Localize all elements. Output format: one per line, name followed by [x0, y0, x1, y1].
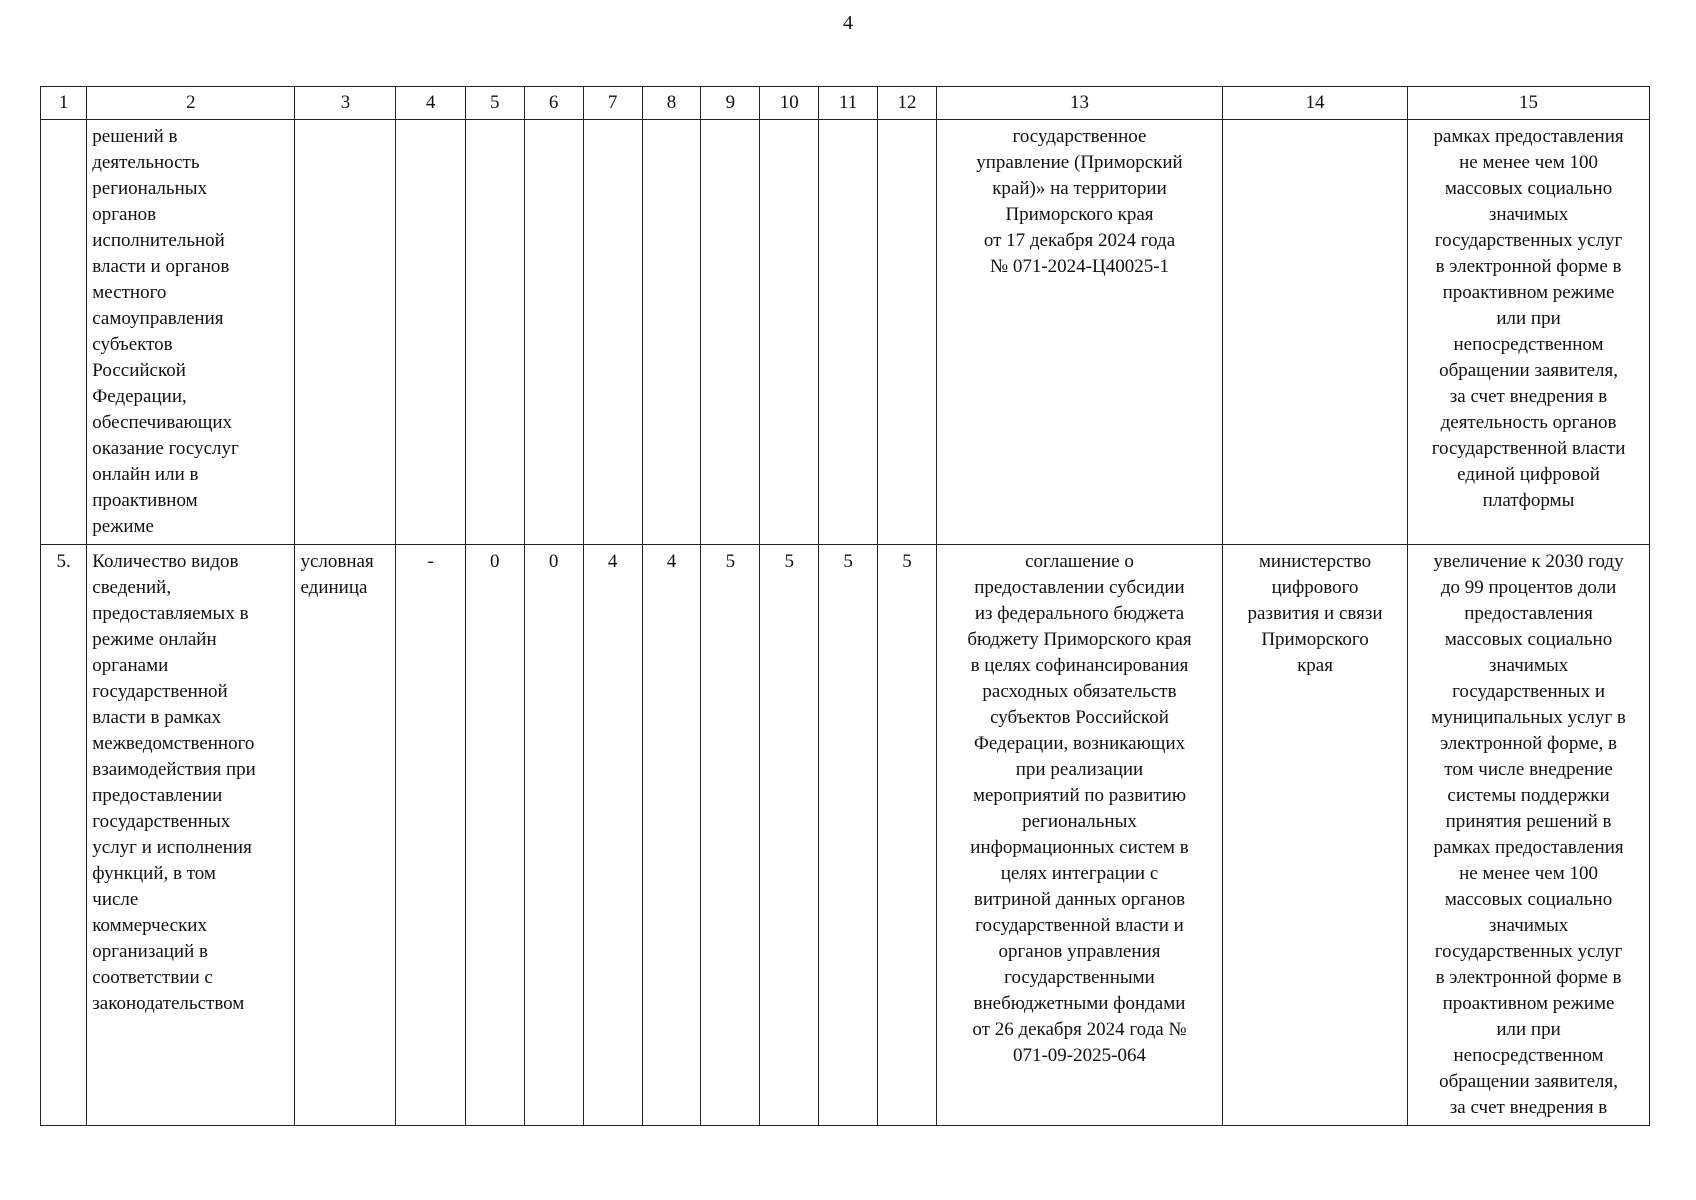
header-cell-11: 11: [819, 87, 878, 120]
cell-col11: [819, 120, 878, 545]
page-number: 4: [843, 12, 853, 34]
header-cell-9: 9: [701, 87, 760, 120]
header-cell-10: 10: [760, 87, 819, 120]
cell-unit: [295, 120, 396, 545]
header-cell-2: 2: [87, 87, 295, 120]
cell-goal-link: рамках предоставления не менее чем 100 массовых социально значимых государственных услуг в электронной форме в проактивном режиме или при непосредственном обращении заявителя, за счет внедрения в деятельность органов государственной власти единой цифровой платформы: [1408, 120, 1650, 545]
header-cell-5: 5: [465, 87, 524, 120]
header-cell-14: 14: [1223, 87, 1408, 120]
cell-col5: 0: [465, 545, 524, 1126]
cell-col9: [701, 120, 760, 545]
header-cell-8: 8: [642, 87, 701, 120]
cell-col4: [396, 120, 465, 545]
header-cell-15: 15: [1408, 87, 1650, 120]
header-cell-7: 7: [583, 87, 642, 120]
cell-number: [41, 120, 87, 545]
header-row: [41, 87, 1650, 120]
cell-goal-link: увеличение к 2030 году до 99 процентов доли предоставления массовых социально значимых государственных и муниципальных услуг в электронной форме, в том числе внедрение системы поддержки принятия решений в рамках предоставления не менее чем 100 массовых социально значимых государственных услуг в электронной форме в проактивном режиме или при непосредственном обращении заявителя, за счет внедрения в: [1408, 545, 1650, 1126]
indicators-table: [40, 86, 1650, 1126]
cell-col7: [583, 120, 642, 545]
cell-basis-document: государственное управление (Приморский край)» на территории Приморского края от 17 декабря 2024 года № 071-2024-Ц40025-1: [936, 120, 1222, 545]
cell-col11: 5: [819, 545, 878, 1126]
cell-col12: [878, 120, 937, 545]
cell-col9: 5: [701, 545, 760, 1126]
cell-responsible: министерство цифрового развития и связи Приморского края: [1223, 545, 1408, 1126]
cell-col6: [524, 120, 583, 545]
cell-col6: 0: [524, 545, 583, 1126]
cell-col7: 4: [583, 545, 642, 1126]
cell-number: 5.: [41, 545, 87, 1126]
cell-col8: 4: [642, 545, 701, 1126]
cell-basis-document: соглашение о предоставлении субсидии из федерального бюджета бюджету Приморского края в целях софинансирования расходных обязательств субъектов Российской Федерации, возникающих при реализации мероприятий по развитию региональных информационных систем в целях интеграции с витриной данных органов государственной власти и органов управления государственными внебюджетными фондами от 26 декабря 2024 года № 071-09-2025-064: [936, 545, 1222, 1126]
cell-unit: условная единица: [295, 545, 396, 1126]
cell-col5: [465, 120, 524, 545]
header-cell-12: 12: [878, 87, 937, 120]
cell-indicator-name: решений в деятельность региональных органов исполнительной власти и органов местного самоуправления субъектов Российской Федерации, обеспечивающих оказание госуслуг онлайн или в проактивном режиме: [87, 120, 295, 545]
cell-col8: [642, 120, 701, 545]
header-cell-4: 4: [396, 87, 465, 120]
header-cell-13: 13: [936, 87, 1222, 120]
header-cell-1: 1: [41, 87, 87, 120]
cell-col12: 5: [878, 545, 937, 1126]
cell-col4: -: [396, 545, 465, 1126]
header-cell-3: 3: [295, 87, 396, 120]
header-cell-6: 6: [524, 87, 583, 120]
cell-responsible: [1223, 120, 1408, 545]
cell-col10: 5: [760, 545, 819, 1126]
table-row-continued: [41, 120, 1650, 545]
table-row-5: [41, 545, 1650, 1126]
cell-col10: [760, 120, 819, 545]
cell-indicator-name: Количество видов сведений, предоставляемых в режиме онлайн органами государственной власти в рамках межведомственного взаимодействия при предоставлении государственных услуг и исполнения функций, в том числе коммерческих организаций в соответствии с законодательством: [87, 545, 295, 1126]
